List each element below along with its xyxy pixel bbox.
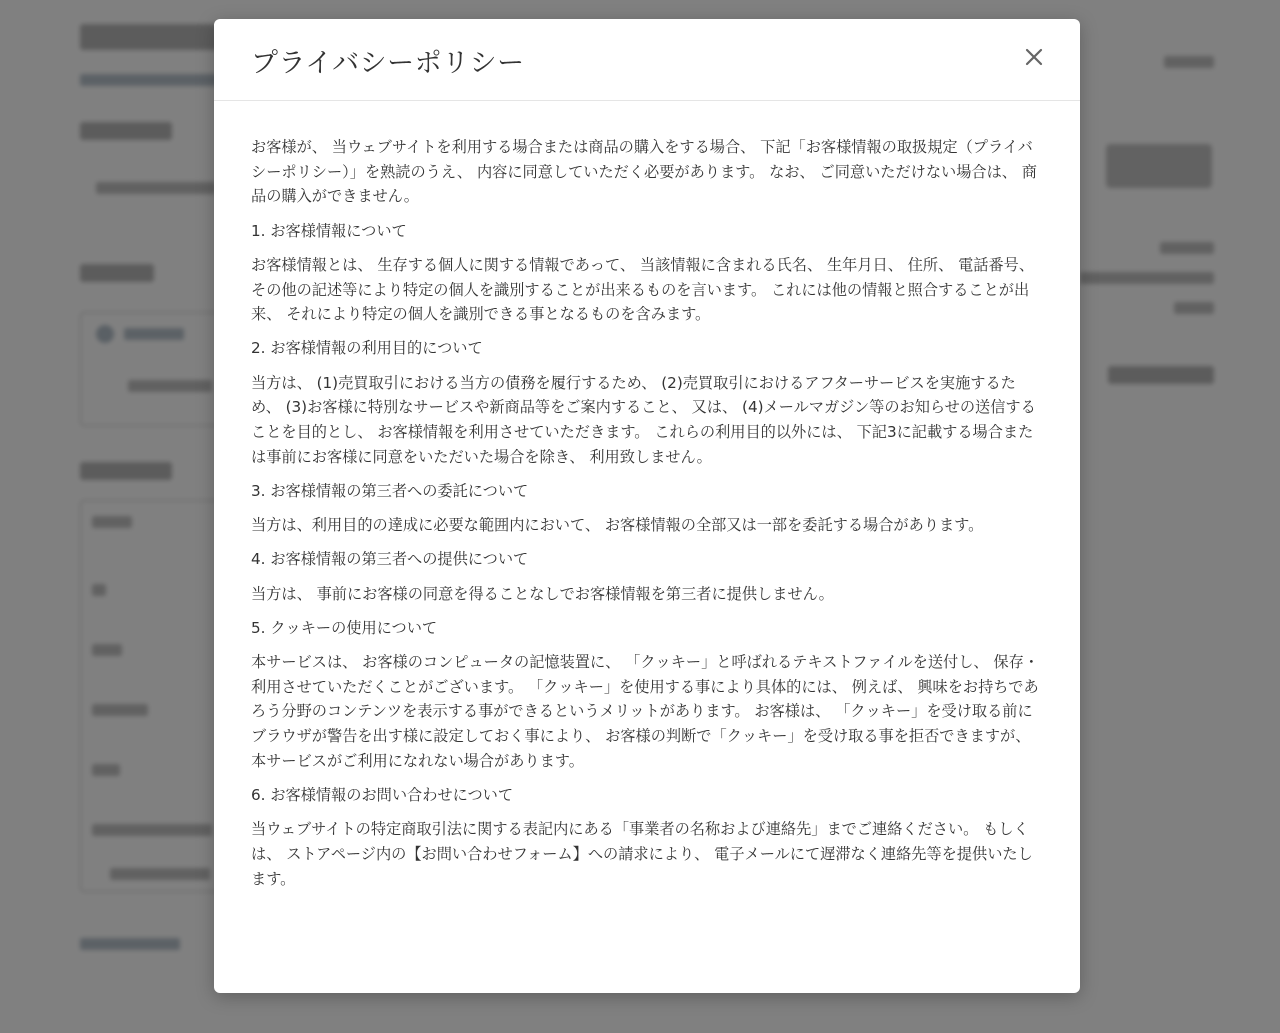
section-heading: 4. お客様情報の第三者への提供について: [251, 550, 529, 569]
section-heading: 6. お客様情報のお問い合わせについて: [251, 785, 514, 804]
section-heading: 3. お客様情報の第三者への委託について: [251, 481, 529, 500]
privacy-policy-modal: [214, 19, 1080, 993]
section-body: お客様情報とは、 生存する個人に関する情報であって、 当該情報に含まれる氏名、 生年月日、 住所、 電話番号、 その他の記述等により特定の個人を識別することが出来るものを言います。 これには他の情報と照合することが出来、 それにより特定の個人を識別できる事となるものを含みます。: [251, 255, 1035, 324]
close-button[interactable]: [1018, 41, 1050, 73]
section-body: 当方は、 (1)売買取引における当方の債務を履行するため、 (2)売買取引におけるアフターサービスを実施するため、 (3)お客様に特別なサービスや新商品等をご案内すること、 又は、 (4)メールマガジン等のお知らせの送信することを目的とし、 お客様情報を利用させていただきます。 これらの利用目的以外には、 下記3に記載する場合または事前にお客様に同意をいただいた場合を除き、 利用致しません。: [251, 373, 1036, 466]
section-heading: 2. お客様情報の利用目的について: [251, 339, 483, 358]
section-heading: 1. お客様情報について: [251, 221, 407, 240]
section-body: 当方は、 事前にお客様の同意を得ることなしでお客様情報を第三者に提供しません。: [251, 584, 834, 603]
modal-body: [251, 135, 1043, 901]
intro-paragraph: お客様が、 当ウェブサイトを利用する場合または商品の購入をする場合、 下記「お客様情報の取扱規定（プライバシーポリシー）」を熟読のうえ、 内容に同意していただく必要があります。 なお、 ご同意いただけない場合は、 商品の購入ができません。: [251, 138, 1037, 206]
section-body: 当ウェブサイトの特定商取引法に関する表記内にある「事業者の名称および連絡先」までご連絡ください。 もしくは、 ストアページ内の【お問い合わせフォーム】への請求により、 電子メールにて遅滞なく連絡先等を提供いたします。: [251, 820, 1033, 888]
section-body: 本サービスは、 お客様のコンピュータの記憶装置に、 「クッキー」と呼ばれるテキストファイルを送付し、 保存・利用させていただくことがございます。 「クッキー」を使用する事により具体的には、 例えば、 興味をお持ちであろう分野のコンテンツを表示する事ができるというメリットがあります。 お客様は、 「クッキー」を受け取る前にブラウザが警告を出す様に設定しておく事により、 お客様の判断で「クッキー」を受け取る事を拒否できますが、 本サービスがご利用になれない場合があります。: [251, 652, 1039, 770]
section-heading: 5. クッキーの使用について: [251, 618, 438, 637]
section-body: 当方は、利用目的の達成に必要な範囲内において、 お客様情報の全部又は一部を委託する場合があります。: [251, 516, 984, 535]
modal-title: プライバシーポリシー: [251, 48, 525, 79]
close-icon: [1025, 48, 1043, 66]
modal-header: [214, 19, 1080, 101]
